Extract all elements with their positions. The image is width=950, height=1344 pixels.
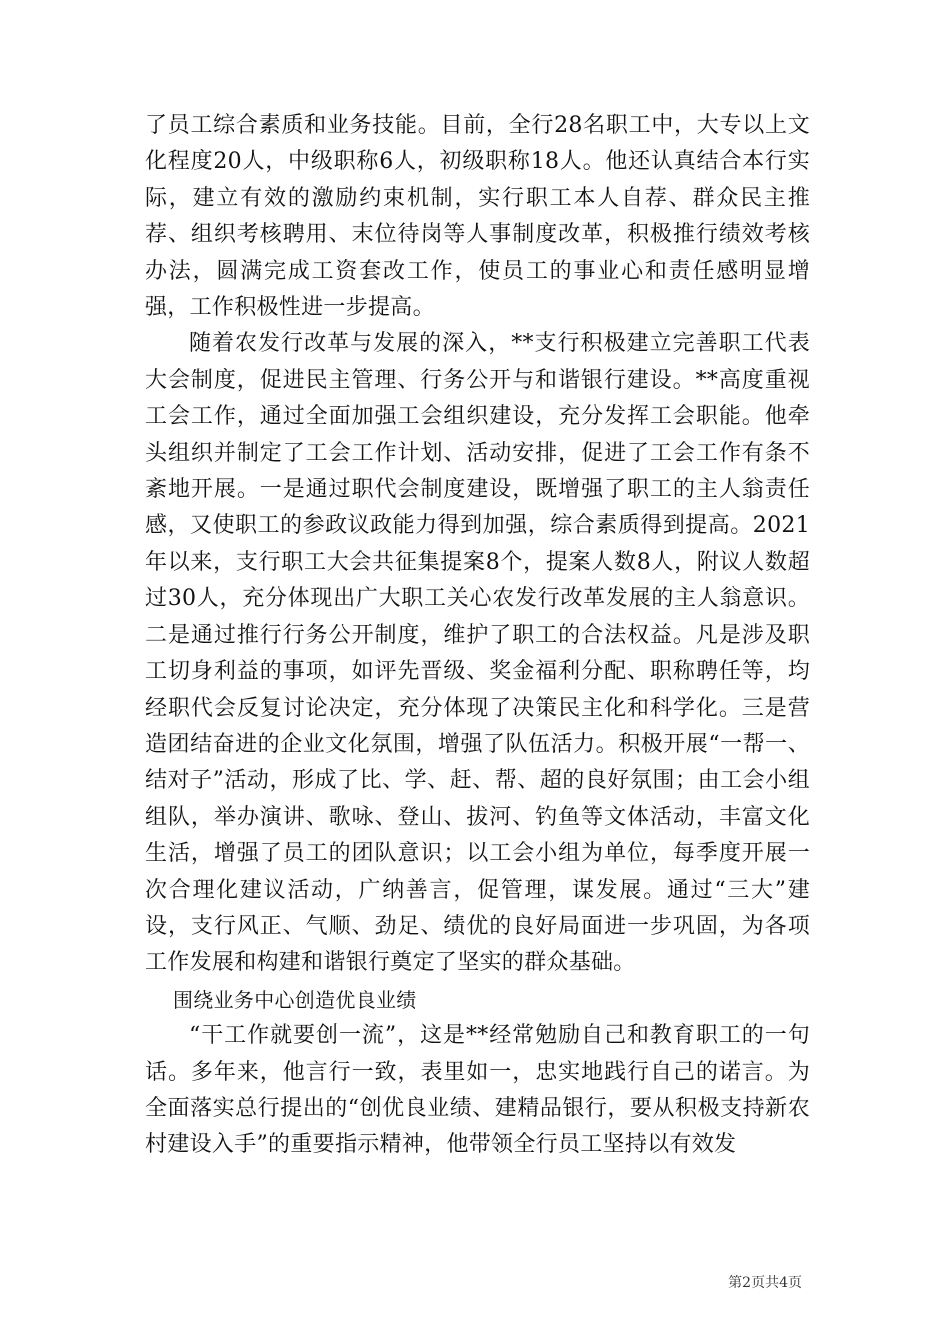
- section-heading: 围绕业务中心创造优良业绩: [173, 987, 417, 1012]
- paragraph-1: 了员工综合素质和业务技能。目前，全行28名职工中，大专以上文化程度20人，中级职称6人，初级职称18人。他还认真结合本行实际，建立有效的激励约束机制，实行职工本人自荐、群众民主推荐、组织考核聘用、末位待岗等人事制度改革，积极推行绩效考核办法，圆满完成工资套改工作，使员工的事业心和责任感明显增强，工作积极性进一步提高。: [145, 113, 810, 321]
- document-body: [145, 108, 810, 1164]
- paragraph-3: “干工作就要创一流”，这是**经常勉励自己和教育职工的一句话。多年来，他言行一致，表里如一，忠实地践行自己的诺言。为全面落实总行提出的“创优良业绩、建精品银行，要从积极支持新农村建设入手”的重要指示精神，他带领全行员工坚持以有效发: [145, 1023, 810, 1158]
- page-number-footer: 第2页共4页: [728, 1275, 802, 1291]
- paragraph-2: 随着农发行改革与发展的深入，**支行积极建立完善职工代表大会制度，促进民主管理、行务公开与和谐银行建设。**高度重视工会工作，通过全面加强工会组织建设，充分发挥工会职能。他牵头组织并制定了工会工作计划、活动安排，促进了工会工作有条不紊地开展。一是通过职代会制度建设，既增强了职工的主人翁责任感，又使职工的参政议政能力得到加强，综合素质得到提高。2021年以来，支行职工大会共征集提案8个，提案人数8人，附议人数超过30人，充分体现出广大职工关心农发行改革发展的主人翁意识。二是通过推行行务公开制度，维护了职工的合法权益。凡是涉及职工切身利益的事项，如评先晋级、奖金福利分配、职称聘任等，均经职代会反复讨论决定，充分体现了决策民主化和科学化。三是营造团结奋进的企业文化氛围，增强了队伍活力。积极开展“一帮一、结对子”活动，形成了比、学、赶、帮、超的良好氛围；由工会小组组队，举办演讲、歌咏、登山、拔河、钓鱼等文体活动，丰富文化生活，增强了员工的团队意识；以工会小组为单位，每季度开展一次合理化建议活动，广纳善言，促管理，谋发展。通过“三大”建设，支行风正、气顺、劲足、绩优的良好局面进一步巩固，为各项工作发展和构建和谐银行奠定了坚实的群众基础。: [145, 331, 810, 976]
